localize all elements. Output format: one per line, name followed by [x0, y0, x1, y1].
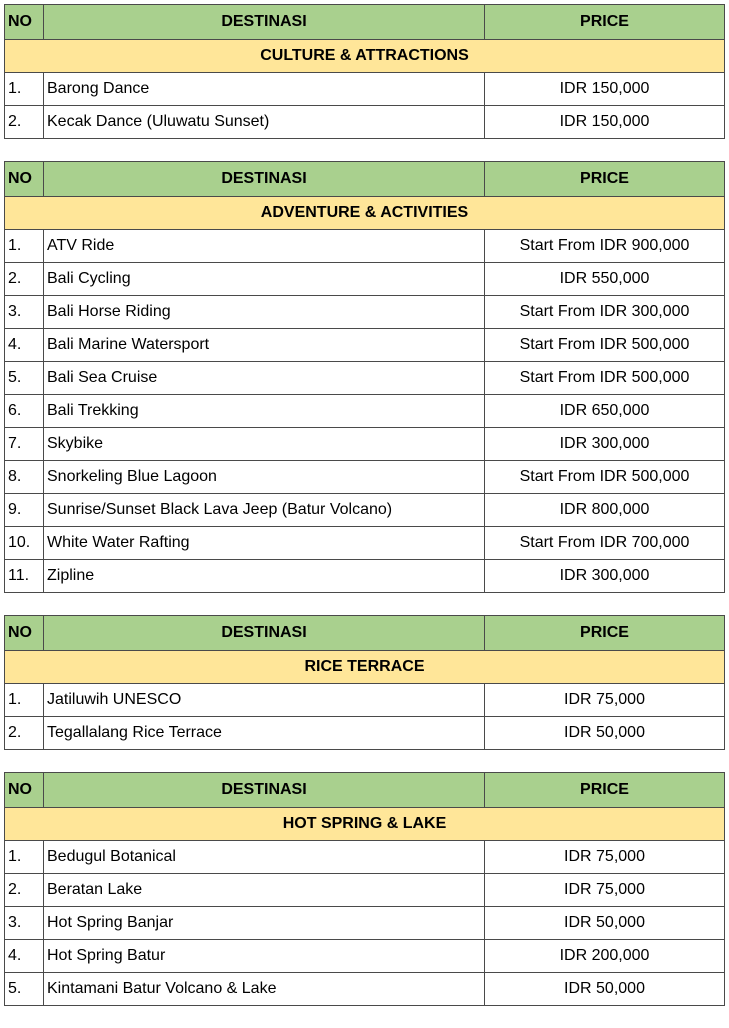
table-header-row [5, 5, 725, 40]
price-tables [4, 4, 724, 1028]
destination-name: Zipline [44, 560, 485, 593]
table-row [5, 527, 725, 560]
destination-name: Sunrise/Sunset Black Lava Jeep (Batur Volcano) [44, 494, 485, 527]
header-destinasi: DESTINASI [44, 162, 485, 197]
price-table [4, 161, 725, 593]
destination-name: Bali Sea Cruise [44, 362, 485, 395]
price-table [4, 772, 725, 1006]
destination-name: Snorkeling Blue Lagoon [44, 461, 485, 494]
price-value: IDR 200,000 [485, 940, 725, 973]
table-row [5, 874, 725, 907]
destination-name: Jatiluwih UNESCO [44, 684, 485, 717]
destination-name: Hot Spring Batur [44, 940, 485, 973]
price-value: IDR 75,000 [485, 684, 725, 717]
category-row [5, 40, 725, 73]
table-row [5, 106, 725, 139]
price-value: Start From IDR 500,000 [485, 461, 725, 494]
table-row [5, 263, 725, 296]
table-row [5, 494, 725, 527]
price-value: IDR 50,000 [485, 907, 725, 940]
header-destinasi: DESTINASI [44, 5, 485, 40]
price-value: IDR 150,000 [485, 73, 725, 106]
row-number: 4. [5, 940, 44, 973]
row-number: 5. [5, 362, 44, 395]
destination-name: ATV Ride [44, 230, 485, 263]
row-number: 1. [5, 230, 44, 263]
price-value: IDR 300,000 [485, 428, 725, 461]
price-value: IDR 75,000 [485, 841, 725, 874]
header-price: PRICE [485, 773, 725, 808]
row-number: 3. [5, 296, 44, 329]
category-row [5, 651, 725, 684]
row-number: 2. [5, 874, 44, 907]
row-number: 3. [5, 907, 44, 940]
category-title: RICE TERRACE [5, 651, 725, 684]
price-value: Start From IDR 500,000 [485, 362, 725, 395]
table-row [5, 717, 725, 750]
header-no: NO [5, 773, 44, 808]
table-row [5, 684, 725, 717]
category-title: HOT SPRING & LAKE [5, 808, 725, 841]
table-row [5, 940, 725, 973]
row-number: 6. [5, 395, 44, 428]
row-number: 9. [5, 494, 44, 527]
row-number: 2. [5, 717, 44, 750]
header-destinasi: DESTINASI [44, 773, 485, 808]
row-number: 8. [5, 461, 44, 494]
header-no: NO [5, 616, 44, 651]
destination-name: Skybike [44, 428, 485, 461]
table-row [5, 329, 725, 362]
destination-name: Kecak Dance (Uluwatu Sunset) [44, 106, 485, 139]
table-row [5, 73, 725, 106]
table-row [5, 907, 725, 940]
table-row [5, 362, 725, 395]
row-number: 2. [5, 263, 44, 296]
table-row [5, 841, 725, 874]
table-row [5, 428, 725, 461]
price-value: IDR 75,000 [485, 874, 725, 907]
destination-name: Tegallalang Rice Terrace [44, 717, 485, 750]
header-no: NO [5, 162, 44, 197]
row-number: 7. [5, 428, 44, 461]
table-header-row [5, 162, 725, 197]
table-row [5, 973, 725, 1006]
row-number: 5. [5, 973, 44, 1006]
row-number: 11. [5, 560, 44, 593]
price-value: IDR 150,000 [485, 106, 725, 139]
table-row [5, 395, 725, 428]
price-value: IDR 50,000 [485, 973, 725, 1006]
price-value: Start From IDR 900,000 [485, 230, 725, 263]
destination-name: Bedugul Botanical [44, 841, 485, 874]
destination-name: White Water Rafting [44, 527, 485, 560]
price-table [4, 4, 725, 139]
header-destinasi: DESTINASI [44, 616, 485, 651]
price-value: Start From IDR 300,000 [485, 296, 725, 329]
table-row [5, 461, 725, 494]
category-title: CULTURE & ATTRACTIONS [5, 40, 725, 73]
table-header-row [5, 773, 725, 808]
row-number: 10. [5, 527, 44, 560]
table-row [5, 230, 725, 263]
destination-name: Bali Trekking [44, 395, 485, 428]
price-value: IDR 800,000 [485, 494, 725, 527]
destination-name: Bali Horse Riding [44, 296, 485, 329]
destination-name: Bali Marine Watersport [44, 329, 485, 362]
price-value: Start From IDR 500,000 [485, 329, 725, 362]
table-header-row [5, 616, 725, 651]
row-number: 4. [5, 329, 44, 362]
price-table [4, 615, 725, 750]
header-price: PRICE [485, 162, 725, 197]
price-value: Start From IDR 700,000 [485, 527, 725, 560]
row-number: 1. [5, 73, 44, 106]
row-number: 2. [5, 106, 44, 139]
destination-name: Kintamani Batur Volcano & Lake [44, 973, 485, 1006]
category-row [5, 808, 725, 841]
header-price: PRICE [485, 616, 725, 651]
category-row [5, 197, 725, 230]
row-number: 1. [5, 841, 44, 874]
table-row [5, 296, 725, 329]
price-value: IDR 300,000 [485, 560, 725, 593]
price-value: IDR 50,000 [485, 717, 725, 750]
table-row [5, 560, 725, 593]
destination-name: Hot Spring Banjar [44, 907, 485, 940]
header-price: PRICE [485, 5, 725, 40]
destination-name: Bali Cycling [44, 263, 485, 296]
price-value: IDR 550,000 [485, 263, 725, 296]
price-value: IDR 650,000 [485, 395, 725, 428]
category-title: ADVENTURE & ACTIVITIES [5, 197, 725, 230]
destination-name: Beratan Lake [44, 874, 485, 907]
header-no: NO [5, 5, 44, 40]
destination-name: Barong Dance [44, 73, 485, 106]
row-number: 1. [5, 684, 44, 717]
